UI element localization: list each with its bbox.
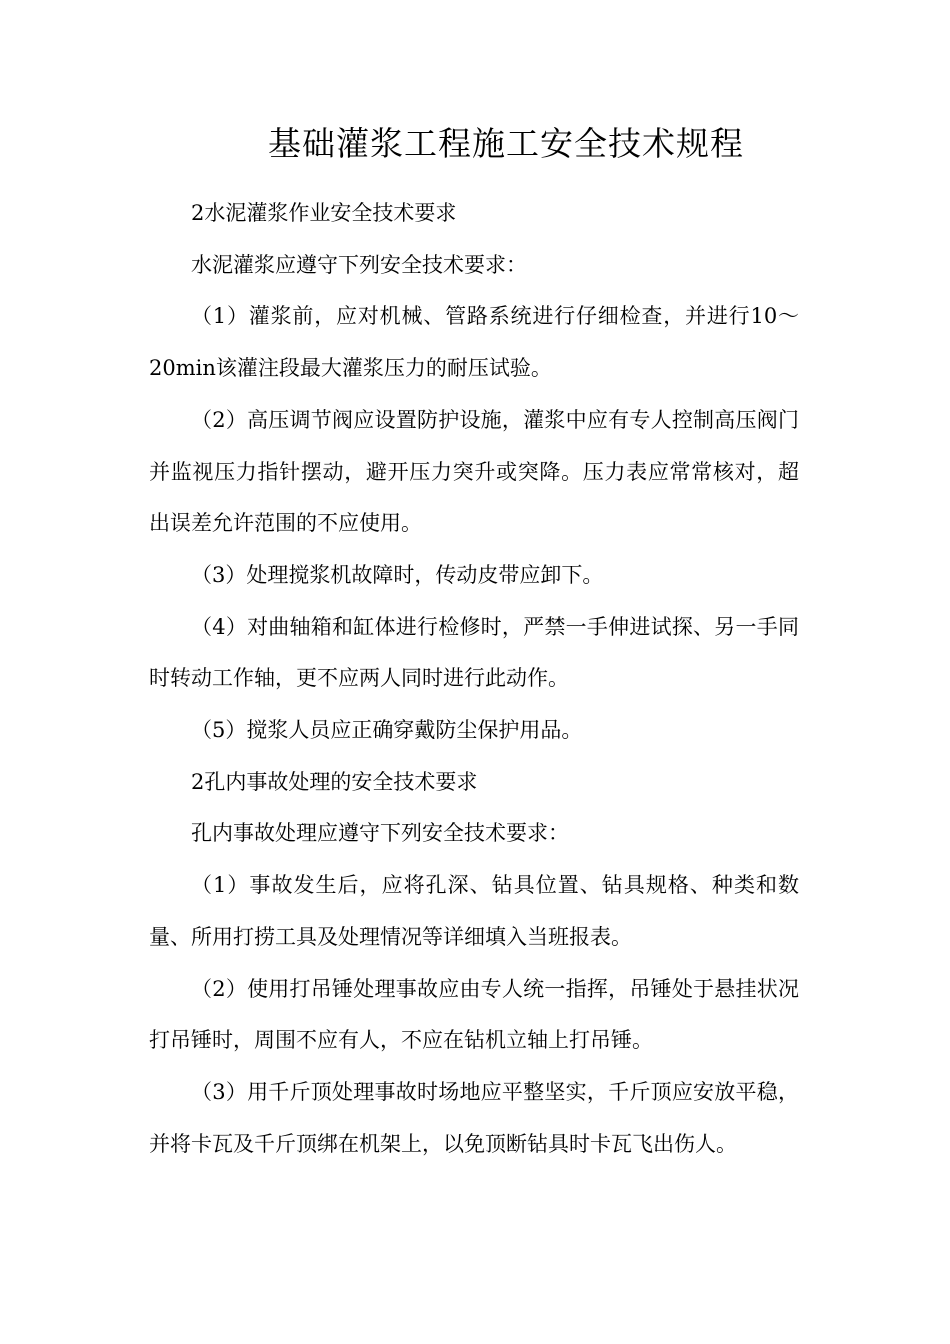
paragraph-hole-accident-intro: 孔内事故处理应遵守下列安全技术要求： <box>191 821 569 846</box>
paragraph-cement-grouting-intro: 水泥灌浆应遵守下列安全技术要求： <box>191 252 527 277</box>
paragraph-cement-item-2: （2）高压调节阀应设置防护设施，灌浆中应有专人控制高压阀门并监视压力指针摆动，避开压力突升或突降。压力表应常常核对，超出误差允许范围的不应使用。 <box>149 407 799 536</box>
document-body <box>149 188 799 1170</box>
document-title: 基础灌浆工程施工安全技术规程 <box>268 124 744 163</box>
paragraph-cement-item-5: （5）搅浆人员应正确穿戴防尘保护用品。 <box>191 718 583 743</box>
paragraph-hole-item-3: （3）用千斤顶处理事故时场地应平整坚实，千斤顶应安放平稳，并将卡瓦及千斤顶绑在机架上，以免顶断钻具时卡瓦飞出伤人。 <box>149 1079 799 1156</box>
paragraph-hole-item-1: （1）事故发生后，应将孔深、钻具位置、钻具规格、种类和数量、所用打捞工具及处理情况等详细填入当班报表。 <box>149 873 799 949</box>
paragraph-cement-item-4: （4）对曲轴箱和缸体进行检修时，严禁一手伸进试探、另一手同时转动工作轴，更不应两人同时进行此动作。 <box>149 614 799 691</box>
paragraph-cement-item-1: （1）灌浆前，应对机械、管路系统进行仔细检查，并进行10～20min该灌注段最大灌浆压力的耐压试验。 <box>149 304 799 381</box>
section-heading-cement-grouting: 2水泥灌浆作业安全技术要求 <box>191 201 457 225</box>
paragraph-hole-item-2: （2）使用打吊锤处理事故应由专人统一指挥，吊锤处于悬挂状况打吊锤时，周围不应有人，不应在钻机立轴上打吊锤。 <box>149 976 799 1053</box>
paragraph-cement-item-3: （3）处理搅浆机故障时，传动皮带应卸下。 <box>191 562 604 587</box>
section-heading-hole-accident: 2孔内事故处理的安全技术要求 <box>191 769 478 794</box>
